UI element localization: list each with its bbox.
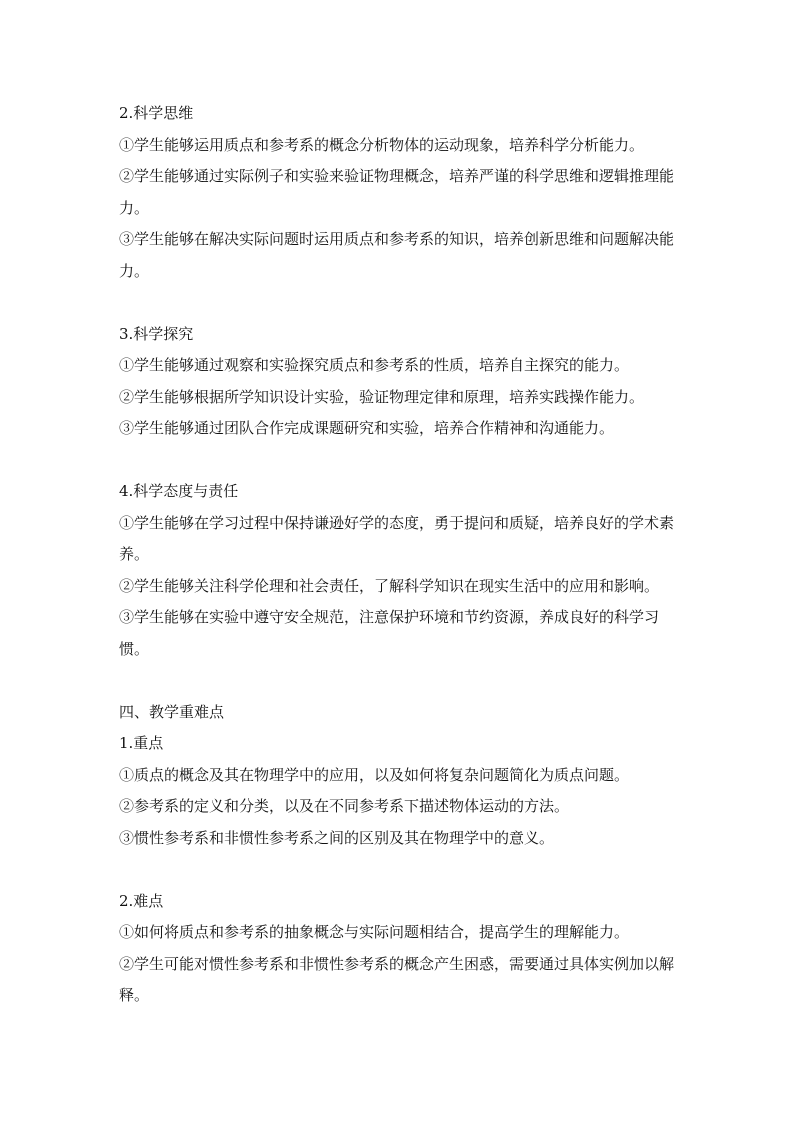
section-key-points [119,697,681,855]
list-item: ①学生能够在学习过程中保持谦逊好学的态度，勇于提问和质疑，培养良好的学术素养。 [119,513,675,563]
section-heading: 1.重点 [119,734,164,752]
list-item: ③学生能够在实验中遵守安全规范，注意保护环境和节约资源，养成良好的科学习惯。 [119,608,660,658]
list-item: ①学生能够运用质点和参考系的概念分析物体的运动现象，培养科学分析能力。 [119,135,645,154]
section-heading: 4.科学态度与责任 [119,482,239,500]
list-item: ②学生能够关注科学伦理和社会责任，了解科学知识在现实生活中的应用和影响。 [119,576,660,595]
list-item: ③学生能够在解决实际问题时运用质点和参考系的知识，培养创新思维和问题解决能力。 [119,230,675,280]
list-item: ①学生能够通过观察和实验探究质点和参考系的性质，培养自主探究的能力。 [119,356,630,374]
section-scientific-thinking [119,98,681,287]
list-item: ①质点的概念及其在物理学中的应用，以及如何将复杂问题简化为质点问题。 [119,765,630,784]
list-item: ②学生能够根据所学知识设计实验，验证物理定律和原理，培养实践操作能力。 [119,387,645,406]
chapter-title: 四、教学重难点 [119,702,225,721]
section-heading: 3.科学探究 [119,324,194,343]
list-item: ②参考系的定义和分类，以及在不同参考系下描述物体运动的方法。 [119,797,570,815]
list-item: ③惯性参考系和非惯性参考系之间的区别及其在物理学中的意义。 [119,828,555,847]
section-heading: 2.难点 [119,891,164,910]
document-body [119,98,681,1012]
section-scientific-inquiry [119,319,681,445]
list-item: ②学生可能对惯性参考系和非惯性参考系的概念产生困惑，需要通过具体实例加以解释。 [119,954,675,1004]
list-item: ①如何将质点和参考系的抽象概念与实际问题相结合，提高学生的理解能力。 [119,923,630,941]
section-scientific-attitude [119,476,681,665]
list-item: ③学生能够通过团队合作完成课题研究和实验，培养合作精神和沟通能力。 [119,419,615,437]
list-item: ②学生能够通过实际例子和实验来验证物理概念，培养严谨的科学思维和逻辑推理能力。 [119,167,675,217]
section-heading: 2.科学思维 [119,104,194,122]
section-difficulties [119,886,681,1012]
